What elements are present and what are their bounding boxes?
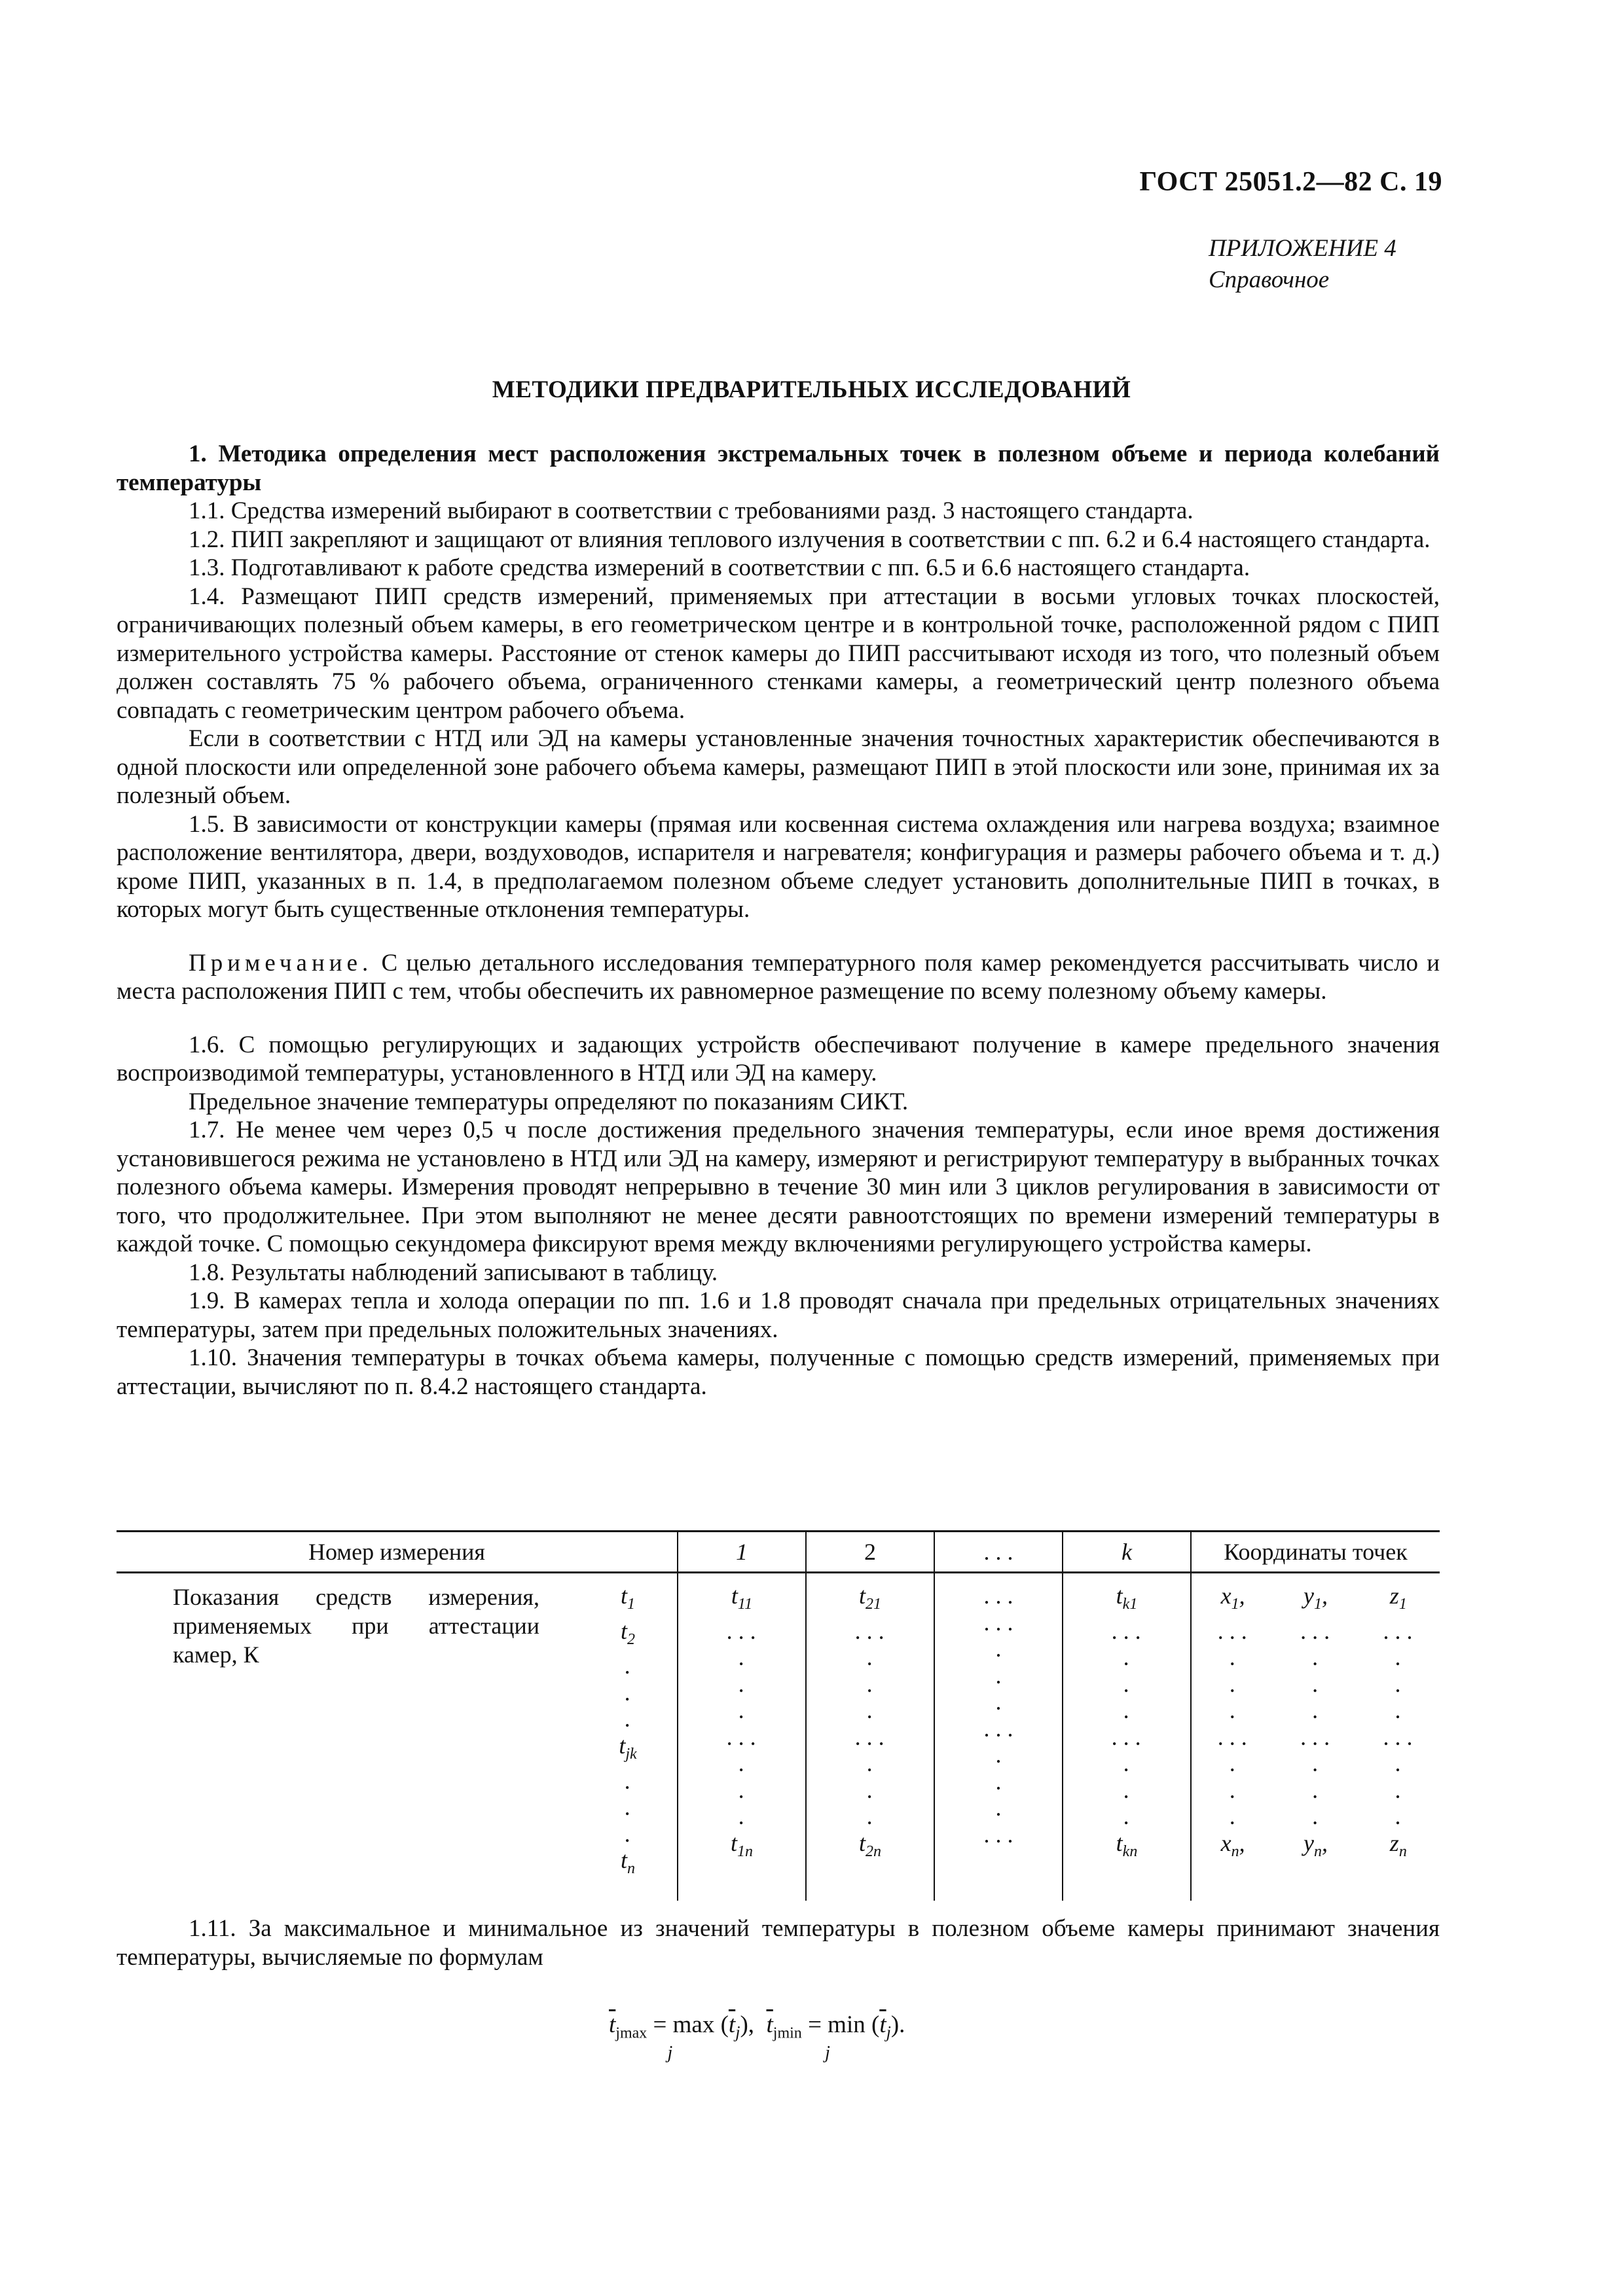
- table-value: .: [625, 1794, 631, 1821]
- table-cell: [1191, 1573, 1440, 1901]
- table-value: .: [625, 1767, 631, 1794]
- table-value: . . .: [1218, 1723, 1248, 1750]
- table-value: . . .: [983, 1821, 1013, 1848]
- table-value: .: [739, 1750, 745, 1777]
- appendix-note: Справочное: [1209, 266, 1330, 293]
- paragraph: 1.11. За максимальное и минимальное из значений температуры в полезном объеме камеры принимают значения температуры, вычисляемые по формулам: [117, 1915, 1440, 1971]
- table-value: $t_2$: [620, 1617, 635, 1648]
- table-value: .: [1123, 1697, 1130, 1724]
- table-value: .: [867, 1697, 873, 1724]
- table-value: . . .: [727, 1617, 757, 1644]
- paragraph: 1.8. Результаты наблюдений записывают в таблицу.: [189, 1259, 718, 1286]
- table-value: .: [1230, 1803, 1236, 1830]
- table-value: .: [867, 1670, 873, 1697]
- table-value: .: [867, 1750, 873, 1777]
- paragraph: Если в соответствии с НТД или ЭД на камеры установленные значения точностных характеристик обеспечиваются в одной плоскости или определенной зоне рабочего объема камеры, размещают ПИП в этой плоскости или зоне, принимая их за полезный объем.: [117, 725, 1440, 809]
- table-value: $y_1$,: [1303, 1583, 1328, 1613]
- table-value: .: [625, 1820, 631, 1847]
- table-value: .: [1395, 1644, 1402, 1671]
- table-cell: [806, 1573, 934, 1901]
- table-value: .: [1123, 1803, 1130, 1830]
- row-label-text: Показания средств измерения, применяемых при аттестации камер, К: [173, 1584, 539, 1668]
- body-text: [117, 440, 1440, 1401]
- table-value: . . .: [1300, 1617, 1330, 1644]
- table-value: $t_{11}$: [731, 1583, 753, 1613]
- x-column: [1192, 1583, 1274, 1865]
- table-value: . . .: [855, 1617, 885, 1644]
- table-header-cell: Номер измерения: [117, 1532, 678, 1573]
- table-value: .: [1312, 1697, 1319, 1724]
- table-value: $z_n$: [1389, 1829, 1407, 1860]
- paragraph: 1.9. В камерах тепла и холода операции по пп. 1.6 и 1.8 проводят сначала при предельных отрицательных значениях температуры, затем при предельных положительных значениях.: [117, 1287, 1440, 1343]
- paragraph: 1.1. Средства измерений выбирают в соответствии с требованиями разд. 3 настоящего стандарта.: [189, 497, 1194, 524]
- table-value: . . .: [855, 1723, 885, 1750]
- table-header-cell: k: [1063, 1532, 1191, 1573]
- table-value: .: [1123, 1670, 1130, 1697]
- appendix-block: [1209, 233, 1396, 296]
- table-cell: [678, 1573, 806, 1901]
- table-value: .: [867, 1803, 873, 1830]
- appendix-label: ПРИЛОЖЕНИЕ 4: [1209, 235, 1396, 262]
- table-value: .: [1230, 1644, 1236, 1671]
- table-value: .: [739, 1670, 745, 1697]
- table-value: $t_{2n}$: [858, 1829, 881, 1860]
- z-column: [1357, 1583, 1439, 1865]
- table-value: . . .: [727, 1723, 757, 1750]
- paragraph: 1.2. ПИП закрепляют и защищают от влияния теплового излучения в соответствии с пп. 6.2 и 6.4 настоящего стандарта.: [189, 526, 1431, 553]
- table-value: .: [1312, 1750, 1319, 1777]
- table-value: .: [995, 1768, 1002, 1795]
- formula: $\overline{t}_{jmax} = \max$ ( j $\overline{t}_j$), $\overline{t}_{jmin} = \min$ ( j $\overline{t}_j$).: [609, 2011, 905, 2063]
- table-value: .: [625, 1706, 631, 1732]
- table-value: . . .: [1218, 1617, 1248, 1644]
- table-cell: [934, 1573, 1063, 1901]
- table-header-cell: 2: [806, 1532, 934, 1573]
- table-value: $z_1$: [1389, 1583, 1407, 1613]
- table-value: $x_1$,: [1220, 1583, 1245, 1613]
- table-value: .: [739, 1803, 745, 1830]
- y-column: [1275, 1583, 1357, 1865]
- table-row-label: [117, 1573, 678, 1901]
- paragraph: Предельное значение температуры определяют по показаниям СИКТ.: [189, 1088, 909, 1115]
- table-header-row: [117, 1532, 1440, 1573]
- table-value: .: [867, 1644, 873, 1671]
- paragraph: 1.5. В зависимости от конструкции камеры (прямая или косвенная система охлаждения или нагрева воздуха; взаимное расположение вентилятора, двери, воздуховодов, испарителя и нагревателя; конфигурация и размеры рабочего объема и т. д.) кроме ПИП, указанных в п. 1.4, в предполагаемом полезном объеме следует установить дополнительные ПИП в точках, в которых могут быть существенные отклонения температуры.: [117, 810, 1440, 923]
- paragraph: 1.6. С помощью регулирующих и задающих устройств обеспечивают получение в камере предельного значения воспроизводимой температуры, установленного в НТД или ЭД на камеру.: [117, 1031, 1440, 1086]
- table-value: $x_n$,: [1220, 1829, 1245, 1860]
- note-text: С целью детального исследования температурного поля камер рекомендуется рассчитывать число и места расположения ПИП с тем, чтобы обеспечить их равномерное размещение по всему полезному объему камеры.: [117, 949, 1440, 1005]
- section-heading: 1. Методика определения мест расположения экстремальных точек в полезном объеме и периода колебаний температуры: [117, 440, 1440, 496]
- table-value: . . .: [1112, 1723, 1142, 1750]
- table-value: .: [867, 1776, 873, 1803]
- table-value: . . .: [1112, 1617, 1142, 1644]
- table-value: .: [995, 1689, 1002, 1715]
- page-header: ГОСТ 25051.2—82 С. 19: [1139, 167, 1442, 197]
- table-value: .: [1395, 1803, 1402, 1830]
- table-header-cell: 1: [678, 1532, 806, 1573]
- table-value: . . .: [1300, 1723, 1330, 1750]
- table-header-cell: . . .: [934, 1532, 1063, 1573]
- paragraph: 1.7. Не менее чем через 0,5 ч после достижения предельного значения температуры, если иное время достижения установившегося режима не установлено в НТД или ЭД на камеру, измеряют и регистрируют температуру в выбранных точках полезного объема камеры. Измерения проводят непрерывно в течение 30 мин или 3 циклов регулирования в зависимости от того, что продолжительнее. При этом выполняют не менее десяти равноотстоящих по времени измерений температуры в каждой точке. С помощью секундомера фиксируют время между включениями регулирующего устройства камеры.: [117, 1117, 1440, 1257]
- paragraph: 1.3. Подготавливают к работе средства измерений в соответствии с пп. 6.5 и 6.6 настоящего стандарта.: [189, 554, 1250, 581]
- table-value: $t_n$: [620, 1847, 635, 1878]
- table-value: .: [625, 1679, 631, 1706]
- table-value: . . .: [1383, 1723, 1413, 1750]
- table-value: .: [1312, 1644, 1319, 1671]
- table-value: $t_{k1}$: [1116, 1583, 1138, 1613]
- table-value: . . .: [983, 1609, 1013, 1636]
- table-value: . . .: [983, 1583, 1013, 1609]
- table-value: .: [995, 1742, 1002, 1768]
- body-text-after-table: [117, 1914, 1440, 1971]
- table-value: .: [1230, 1697, 1236, 1724]
- table-value: .: [1230, 1670, 1236, 1697]
- note-paragraph: [117, 949, 1440, 1006]
- table-value: $t_{jk}$: [619, 1732, 637, 1763]
- paragraph: 1.4. Размещают ПИП средств измерений, применяемых при аттестации в восьми угловых точках плоскостей, ограничивающих полезный объем камеры, в его геометрическом центре и в контрольной точке, расположенной рядом с ПИП измерительного устройства камеры. Расстояние от стенок камеры до ПИП рассчитывают исходя из того, что полезный объем должен составлять 75 % рабочего объема, ограниченного стенками камеры, а геометрический центр полезного объема совпадать с геометрическим центром рабочего объема.: [117, 583, 1440, 724]
- table-value: .: [995, 1636, 1002, 1662]
- table-row: [117, 1573, 1440, 1901]
- table-value: .: [1312, 1776, 1319, 1803]
- table-value: .: [625, 1653, 631, 1679]
- table-value: .: [1395, 1670, 1402, 1697]
- table-value: $y_n$,: [1303, 1829, 1328, 1860]
- table-value: .: [1123, 1644, 1130, 1671]
- table-value: $t_1$: [620, 1583, 635, 1613]
- table-value: .: [1395, 1750, 1402, 1777]
- measurement-table: [117, 1530, 1440, 1901]
- paragraph: 1.10. Значения температуры в точках объема камеры, полученные с помощью средств измерений, применяемых при аттестации, вычисляют по п. 8.4.2 настоящего стандарта.: [117, 1344, 1440, 1400]
- table-value: .: [1312, 1803, 1319, 1830]
- table-value: .: [1312, 1670, 1319, 1697]
- document-title: МЕТОДИКИ ПРЕДВАРИТЕЛЬНЫХ ИССЛЕДОВАНИЙ: [492, 376, 1131, 403]
- table-value: .: [739, 1644, 745, 1671]
- table-value: .: [1395, 1697, 1402, 1724]
- table-value: $t_{kn}$: [1116, 1829, 1138, 1860]
- table-value: .: [739, 1776, 745, 1803]
- note-label: Примечание.: [189, 949, 373, 977]
- table-value: $t_{21}$: [858, 1583, 881, 1613]
- table-value: .: [1230, 1776, 1236, 1803]
- table-value: . . .: [983, 1715, 1013, 1742]
- table-header-cell: Координаты точек: [1191, 1532, 1440, 1573]
- table-value: .: [995, 1662, 1002, 1689]
- table-value: .: [1230, 1750, 1236, 1777]
- table-value: $t_{1n}$: [730, 1829, 753, 1860]
- t-column: [592, 1583, 664, 1882]
- table-value: .: [1395, 1776, 1402, 1803]
- table-value: .: [995, 1795, 1002, 1821]
- table-value: .: [739, 1697, 745, 1724]
- table-value: .: [1123, 1776, 1130, 1803]
- table-value: . . .: [1383, 1617, 1413, 1644]
- table-value: .: [1123, 1750, 1130, 1777]
- table-cell: [1063, 1573, 1191, 1901]
